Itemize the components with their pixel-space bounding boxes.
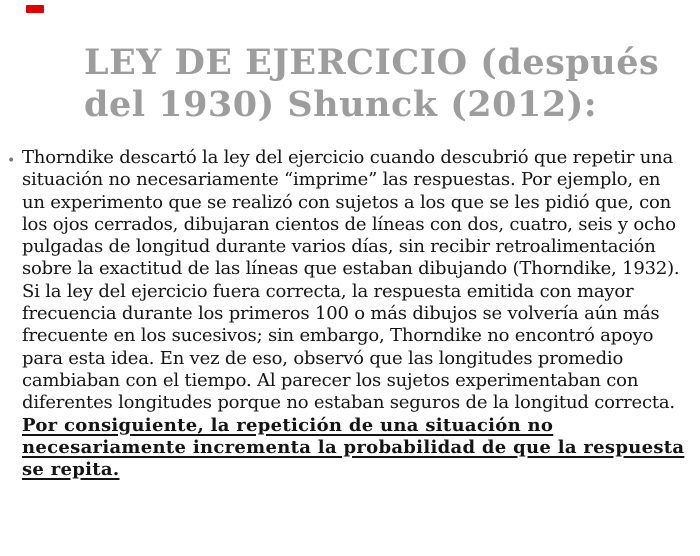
paragraph-line: frecuencia durante los primeros 100 o más dibujos se volvería aún más [22,303,660,325]
paragraph-line: los ojos cerrados, dibujaran cientos de líneas con dos, cuatro, seis y ocho [22,213,676,235]
paragraph-line: sobre la exactitud de las líneas que estaban dibujando (Thorndike, 1932). [22,258,680,280]
paragraph-line: situación no necesariamente “imprime” las respuestas. Por ejemplo, en [22,169,661,191]
red-marker [26,5,44,13]
paragraph-line: frecuente en los sucesivos; sin embargo, Thorndike no encontró apoyo [22,325,654,347]
paragraph-line: diferentes longitudes porque no estaban seguros de la longitud correcta. [22,392,675,414]
body-paragraph [22,147,698,481]
paragraph-line: Thorndike descartó la ley del ejercicio cuando descubrió que repetir una [22,147,674,168]
title-line-1: LEY DE EJERCICIO (después [84,42,660,83]
paragraph-line: Si la ley del ejercicio fuera correcta, la respuesta emitida con mayor [22,280,634,302]
paragraph-line: se repita. [22,459,120,481]
paragraph-line: pulgadas de longitud durante varios días, sin recibir retroalimentación [22,236,656,258]
paragraph-line: necesariamente incrementa la probabilidad de que la respuesta [22,436,685,458]
paragraph-line: un experimento que se realizó con sujetos a los que se les pidió que, con [22,191,672,213]
page-title [84,42,684,126]
title-line-2: del 1930) Shunck (2012): [84,84,598,125]
paragraph-line: Por consiguiente, la repetición de una situación no [22,414,554,436]
paragraph-line: para esta idea. En vez de eso, observó que las longitudes promedio [22,347,624,369]
paragraph-line: cambiaban con el tiempo. Al parecer los sujetos experimentaban con [22,369,639,391]
bullet-icon: • [7,153,16,169]
